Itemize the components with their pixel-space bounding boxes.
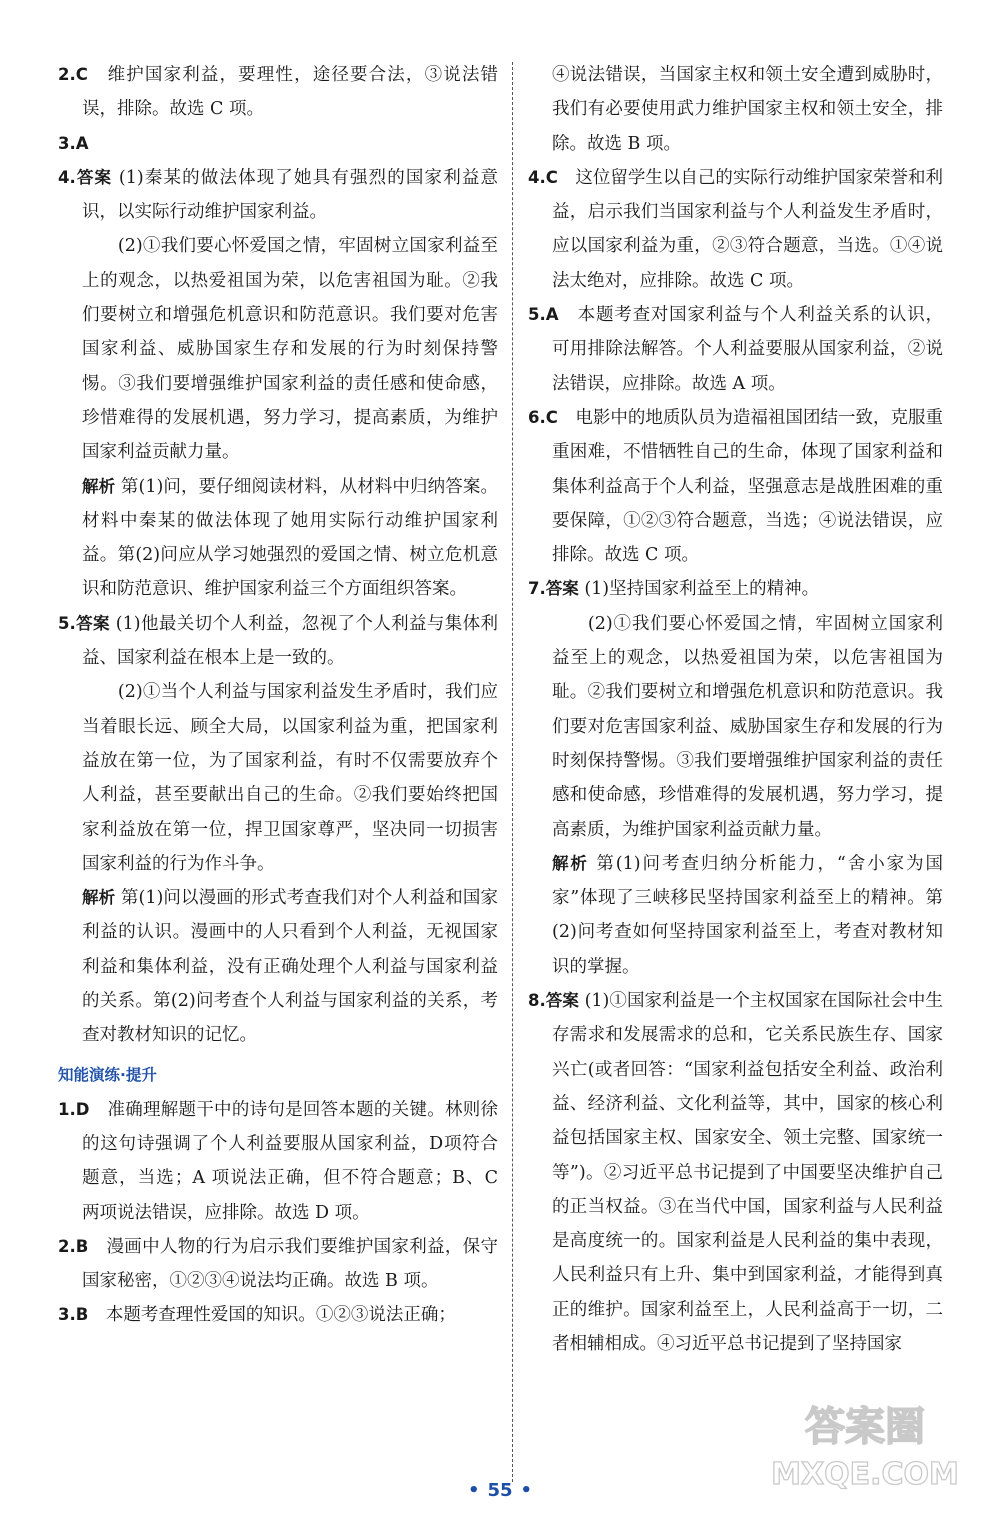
answer-item-5: 5.答案 (1)他最关切个人利益，忽视了个人利益与集体利益、国家利益在根本上是一致的。 xyxy=(58,613,498,669)
answer-item-3: 3.A xyxy=(58,133,89,153)
practice-item-1: 1.D 准确理解题干中的诗句是回答本题的关键。林则徐的这句诗强调了个人利益要服从国家利益，D项符合题意，当选；A 项说法正确，但不符合题意；B、C 两项说法错误，应排除。故选 D 项。 xyxy=(58,1099,498,1223)
svg-text:MXQE.COM: MXQE.COM xyxy=(771,1457,959,1492)
left-column xyxy=(58,58,498,1333)
page-number: • 55 • xyxy=(467,1480,533,1501)
svg-text:答案圈: 答案圈 xyxy=(805,1404,925,1450)
practice-item-4: 4.C 这位留学生以自己的实际行动维护国家荣誉和利益，启示我们当国家利益与个人利益发生矛盾时，应以国家利益为重，②③符合题意，当选。①④说法太绝对，应排除。故选 C 项。 xyxy=(528,167,943,291)
column-divider xyxy=(512,62,513,1482)
practice-item-8: 8.答案 (1)①国家利益是一个主权国家在国际社会中生存需求和发展需求的总和，它关系民族生存、国家兴亡(或者回答：“国家利益包括安全利益、政治利益、经济利益、文化利益等，其中，国家的核心利益包括国家主权、国家安全、领土完整、国家统一等”)。②习近平总书记提到了中国要坚决维护自己的正当权益。③在当代中国，国家利益与人民利益是高度统一的。国家利益是人民利益的集中表现，人民利益只有上升、集中到国家利益，才能得到真正的维护。国家利益至上，人民利益高于一切，二者相辅相成。④习近平总书记提到了坚持国家 xyxy=(528,991,943,1354)
answer-item-4-part2: (2)①我们要心怀爱国之情，牢固树立国家利益至上的观念，以热爱祖国为荣，以危害祖国为耻。②我们要树立和增强危机意识和防范意识。我们要对危害国家利益、威胁国家生存和发展的行为时刻保持警惕。③我们要增强维护国家利益的责任感和使命感，珍惜难得的发展机遇，努力学习，提高素质，为维护国家利益贡献力量。 xyxy=(82,236,498,463)
practice-item-7: 7.答案 (1)坚持国家利益至上的精神。 xyxy=(528,579,820,600)
answer-item-5-part2: (2)①当个人利益与国家利益发生矛盾时，我们应当着眼长远、顾全大局，以国家利益为重，把国家利益放在第一位，为了国家利益，有时不仅需要放弃个人利益，甚至要献出自己的生命。②我们要始终把国家利益放在第一位，捍卫国家尊严，坚决同一切损害国家利益的行为作斗争。 xyxy=(82,682,498,874)
watermark-logo xyxy=(760,1388,970,1498)
answer-item-4: 4.答案 (1)秦某的做法体现了她具有强烈的国家利益意识，以实际行动维护国家利益。 xyxy=(58,167,498,223)
practice-item-5: 5.A 本题考查对国家利益与个人利益关系的认识，可用排除法解答。个人利益要服从国家利益，②说法错误，应排除。故选 A 项。 xyxy=(528,305,943,394)
section-title: 知能演练·提升 xyxy=(58,1065,157,1084)
practice-item-3: 3.B 本题考查理性爱国的知识。①②③说法正确； xyxy=(58,1305,456,1326)
analysis-item-4: 解析 第(1)问，要仔细阅读材料，从材料中归纳答案。材料中秦某的做法体现了她用实际行动维护国家利益。第(2)问应从学习她强烈的爱国之情、树立危机意识和防范意识、维护国家利益三个方面组织答案。 xyxy=(82,476,498,600)
practice-item-3-continued: ④说法错误，当国家主权和领土安全遭到威胁时，我们有必要使用武力维护国家主权和领土安全，排除。故选 B 项。 xyxy=(552,65,943,154)
practice-item-2: 2.B 漫画中人物的行为启示我们要维护国家利益，保守国家秘密，①②③④说法均正确。故选 B 项。 xyxy=(58,1236,498,1292)
right-column xyxy=(528,58,943,1361)
analysis-item-5: 解析 第(1)问以漫画的形式考查我们对个人利益和国家利益的认识。漫画中的人只看到个人利益，无视国家利益和集体利益，没有正确处理个人利益与国家利益的关系。第(2)问考查个人利益与国家利益的关系，考查对教材知识的记忆。 xyxy=(82,888,498,1046)
practice-item-6: 6.C 电影中的地质队员为造福祖国团结一致，克服重重困难，不惜牺牲自己的生命，体现了国家利益和集体利益高于个人利益，坚强意志是战胜困难的重要保障，①②③符合题意，当选；④说法错误，应排除。故选 C 项。 xyxy=(528,407,943,566)
analysis-item-7: 解析 第(1)问考查归纳分析能力，“舍小家为国家”体现了三峡移民坚持国家利益至上的精神。第(2)问考查如何坚持国家利益至上，考查对教材知识的掌握。 xyxy=(552,853,944,977)
answer-item-2: 2.C 维护国家利益，要理性，途径要合法，③说法错误，排除。故选 C 项。 xyxy=(58,65,498,120)
practice-item-7-part2: (2)①我们要心怀爱国之情，牢固树立国家利益至上的观念，以热爱祖国为荣，以危害祖国为耻。②我们要树立和增强危机意识和防范意识。我们要对危害国家利益、威胁国家生存和发展的行为时刻保持警惕。③我们要增强维护国家利益的责任感和使命感，珍惜难得的发展机遇，努力学习，提高素质，为维护国家利益贡献力量。 xyxy=(552,613,943,840)
